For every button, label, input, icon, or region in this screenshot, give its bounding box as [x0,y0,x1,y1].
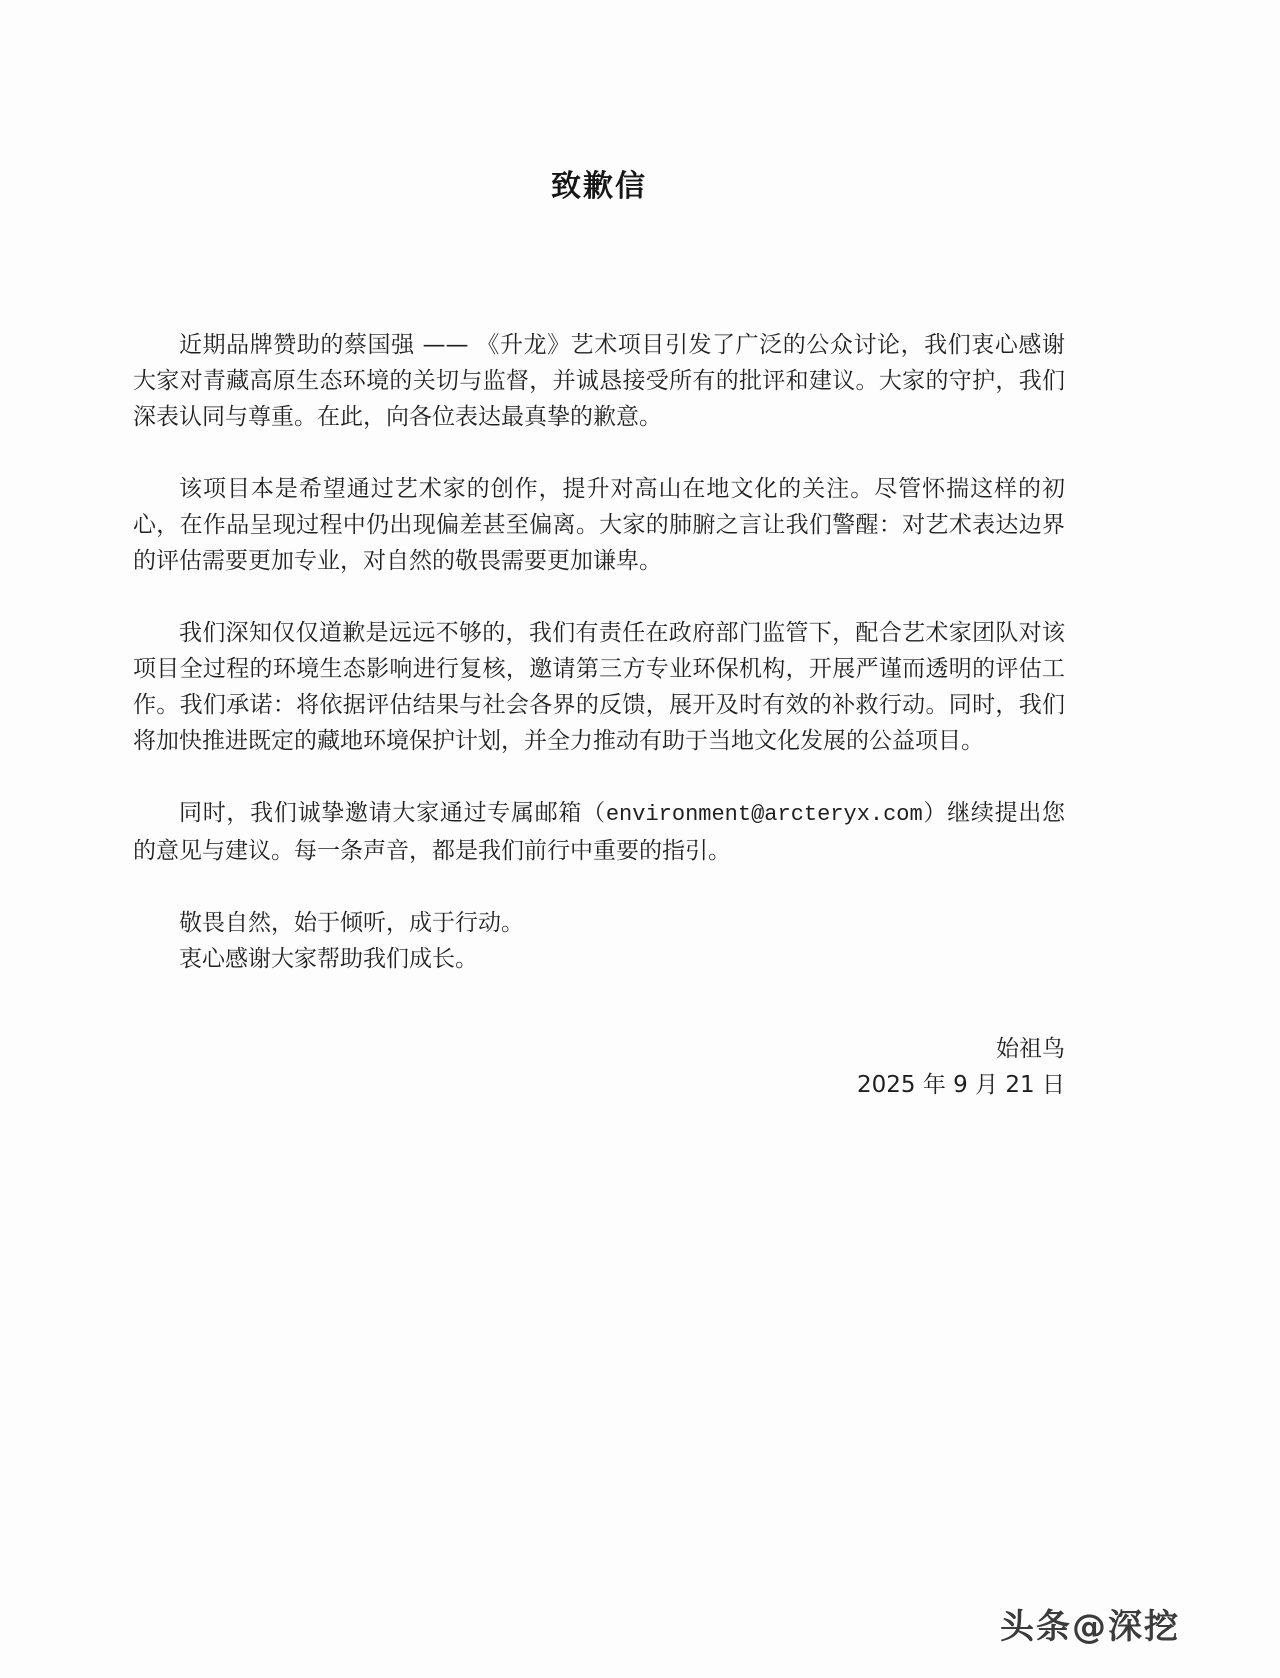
closing-line-2: 衷心感谢大家帮助我们成长。 [179,946,478,972]
email-address: environment@arcteryx.com [605,802,923,827]
letter-title: 致歉信 [551,169,647,204]
signature-name: 始祖鸟 [996,1036,1065,1062]
toutiao-watermark: 头条@深挖 [1000,1607,1180,1647]
letter-paragraph-2: 该项目本是希望通过艺术家的创作，提升对高山在地文化的关注。尽管怀揣这样的初心，在作品呈现过程中仍出现偏差甚至偏离。大家的肺腑之言让我们警醒：对艺术表达边界的评估需要更加专业，对自然的敬畏需要更加谦卑。 [133,476,1065,574]
signature-date: 2025 年 9 月 21 日 [857,1072,1065,1098]
closing-line-1: 敬畏自然，始于倾听，成于行动。 [179,910,524,936]
signature-block [133,1031,1065,1103]
letter-paragraph-4 [133,795,1065,869]
letter-paragraph-1: 近期品牌赞助的蔡国强 —— 《升龙》艺术项目引发了广泛的公众讨论，我们衷心感谢大家对青藏高原生态环境的关切与监督，并诚恳接受所有的批评和建议。大家的守护，我们深表认同与尊重。在此，向各位表达最真挚的歉意。 [133,332,1065,430]
paragraph-4-text-before: 同时，我们诚挚邀请大家通过专属邮箱（ [179,800,606,826]
letter-body [133,168,1065,1103]
closing-block [133,905,1065,977]
paragraph-4-text-after: ）继续提出您的意见与建议。每一条声音，都是我们前行中重要的指引。 [133,800,1066,864]
letter-paragraph-3: 我们深知仅仅道歉是远远不够的，我们有责任在政府部门监管下，配合艺术家团队对该项目全过程的环境生态影响进行复核，邀请第三方专业环保机构，开展严谨而透明的评估工作。我们承诺：将依据评估结果与社会各界的反馈，展开及时有效的补救行动。同时，我们将加快推进既定的藏地环境保护计划，并全力推动有助于当地文化发展的公益项目。 [133,620,1065,754]
